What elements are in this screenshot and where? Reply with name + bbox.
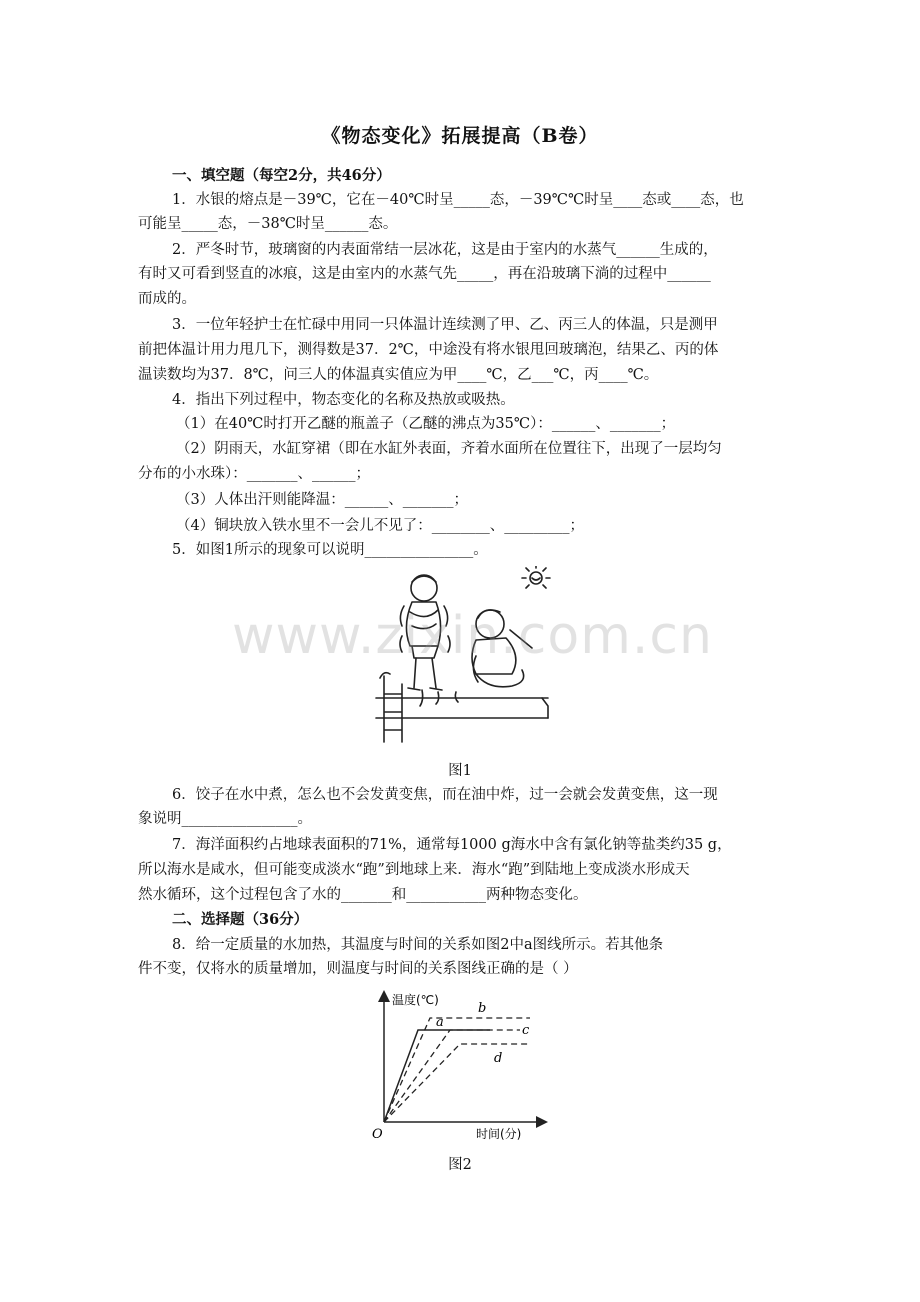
- question-7-line-3: 然水循环，这个过程包含了水的_______和___________两种物态变化。: [138, 887, 588, 903]
- series-c-label: c: [522, 1023, 530, 1038]
- question-4-item-4: （4）铜块放入铁水里不一会儿不见了：________、_________；: [176, 518, 584, 534]
- figure-1-caption: 图1: [448, 763, 472, 779]
- question-2-line-2: 有时又可看到竖直的冰痕，这是由室内的水蒸气先_____，再在沿玻璃下淌的过程中______: [138, 266, 711, 282]
- series-b-label: b: [478, 1001, 487, 1016]
- figure-2-caption: 图2: [448, 1157, 472, 1173]
- page-title: 《物态变化》拓展提高（B卷）: [321, 125, 599, 147]
- watermark: www.zixin.com.cn: [232, 606, 713, 666]
- question-8-line-1: 8．给一定质量的水加热，其温度与时间的关系如图2中a图线所示。若其他条: [172, 937, 664, 953]
- question-3-line-3: 温读数均为37．8℃，问三人的体温真实值应为甲____℃，乙___℃，丙____℃。: [138, 367, 659, 383]
- series-d-label: d: [494, 1051, 503, 1066]
- question-3-line-2: 前把体温计用力甩几下，测得数是37．2℃，中途没有将水银甩回玻璃泡，结果乙、丙的体: [138, 342, 719, 358]
- question-4-item-2-line-2: 分布的小水珠）：_______、______；: [138, 466, 370, 482]
- question-5: 5．如图1所示的现象可以说明_______________。: [172, 542, 488, 558]
- section-multiple-choice: 二、选择题（36分）: [172, 911, 309, 928]
- question-2-line-3: 而成的。: [138, 291, 196, 307]
- question-4-item-3: （3）人体出汗则能降温：______、_______；: [176, 492, 468, 508]
- question-1-line-1: 1．水银的熔点是－39℃，它在－40℃时呈_____态，－39℃℃时呈____态或____态，也: [172, 192, 744, 208]
- figure-1-illustration: [372, 566, 552, 746]
- question-8-line-2: 件不变，仅将水的质量增加，则温度与时间的关系图线正确的是（ ）: [138, 961, 578, 977]
- question-4-stem: 4．指出下列过程中，物态变化的名称及热放或吸热。: [172, 392, 515, 408]
- y-axis-label: 温度(℃): [392, 993, 439, 1007]
- question-3-line-1: 3．一位年轻护士在忙碌中用同一只体温计连续测了甲、乙、丙三人的体温，只是测甲: [172, 317, 718, 333]
- question-7-line-2: 所以海水是咸水，但可能变成淡水“跑”到地球上来．海水“跑”到陆地上变成淡水形成天: [138, 862, 690, 878]
- question-1-line-2: 可能呈_____态，－38℃时呈______态。: [138, 216, 398, 232]
- series-b-line: [384, 1018, 530, 1122]
- question-6-line-2: 象说明________________。: [138, 811, 312, 827]
- section-fill-in: 一、填空题（每空2分，共46分）: [172, 167, 391, 184]
- question-4-item-1: （1）在40℃时打开乙醚的瓶盖子（乙醚的沸点为35℃）：______、_______；: [176, 416, 676, 432]
- question-7-line-1: 7．海洋面积约占地球表面积的71%，通常每1000 g海水中含有氯化钠等盐类约35 g，: [172, 837, 732, 853]
- question-4-item-2-line-1: （2）阴雨天，水缸穿裙（即在水缸外表面，齐着水面所在位置往下，出现了一层均匀: [176, 441, 722, 457]
- figure-2-chart: [370, 990, 550, 1140]
- origin-label: O: [372, 1127, 383, 1140]
- question-6-line-1: 6．饺子在水中煮，怎么也不会发黄变焦，而在油中炸，过一会就会发黄变焦，这一现: [172, 787, 718, 803]
- question-2-line-1: 2．严冬时节，玻璃窗的内表面常结一层冰花，这是由于室内的水蒸气______生成的，: [172, 242, 718, 258]
- series-d-line: [384, 1044, 528, 1122]
- series-a-label: a: [436, 1015, 444, 1030]
- x-axis-label: 时间(分): [476, 1127, 522, 1140]
